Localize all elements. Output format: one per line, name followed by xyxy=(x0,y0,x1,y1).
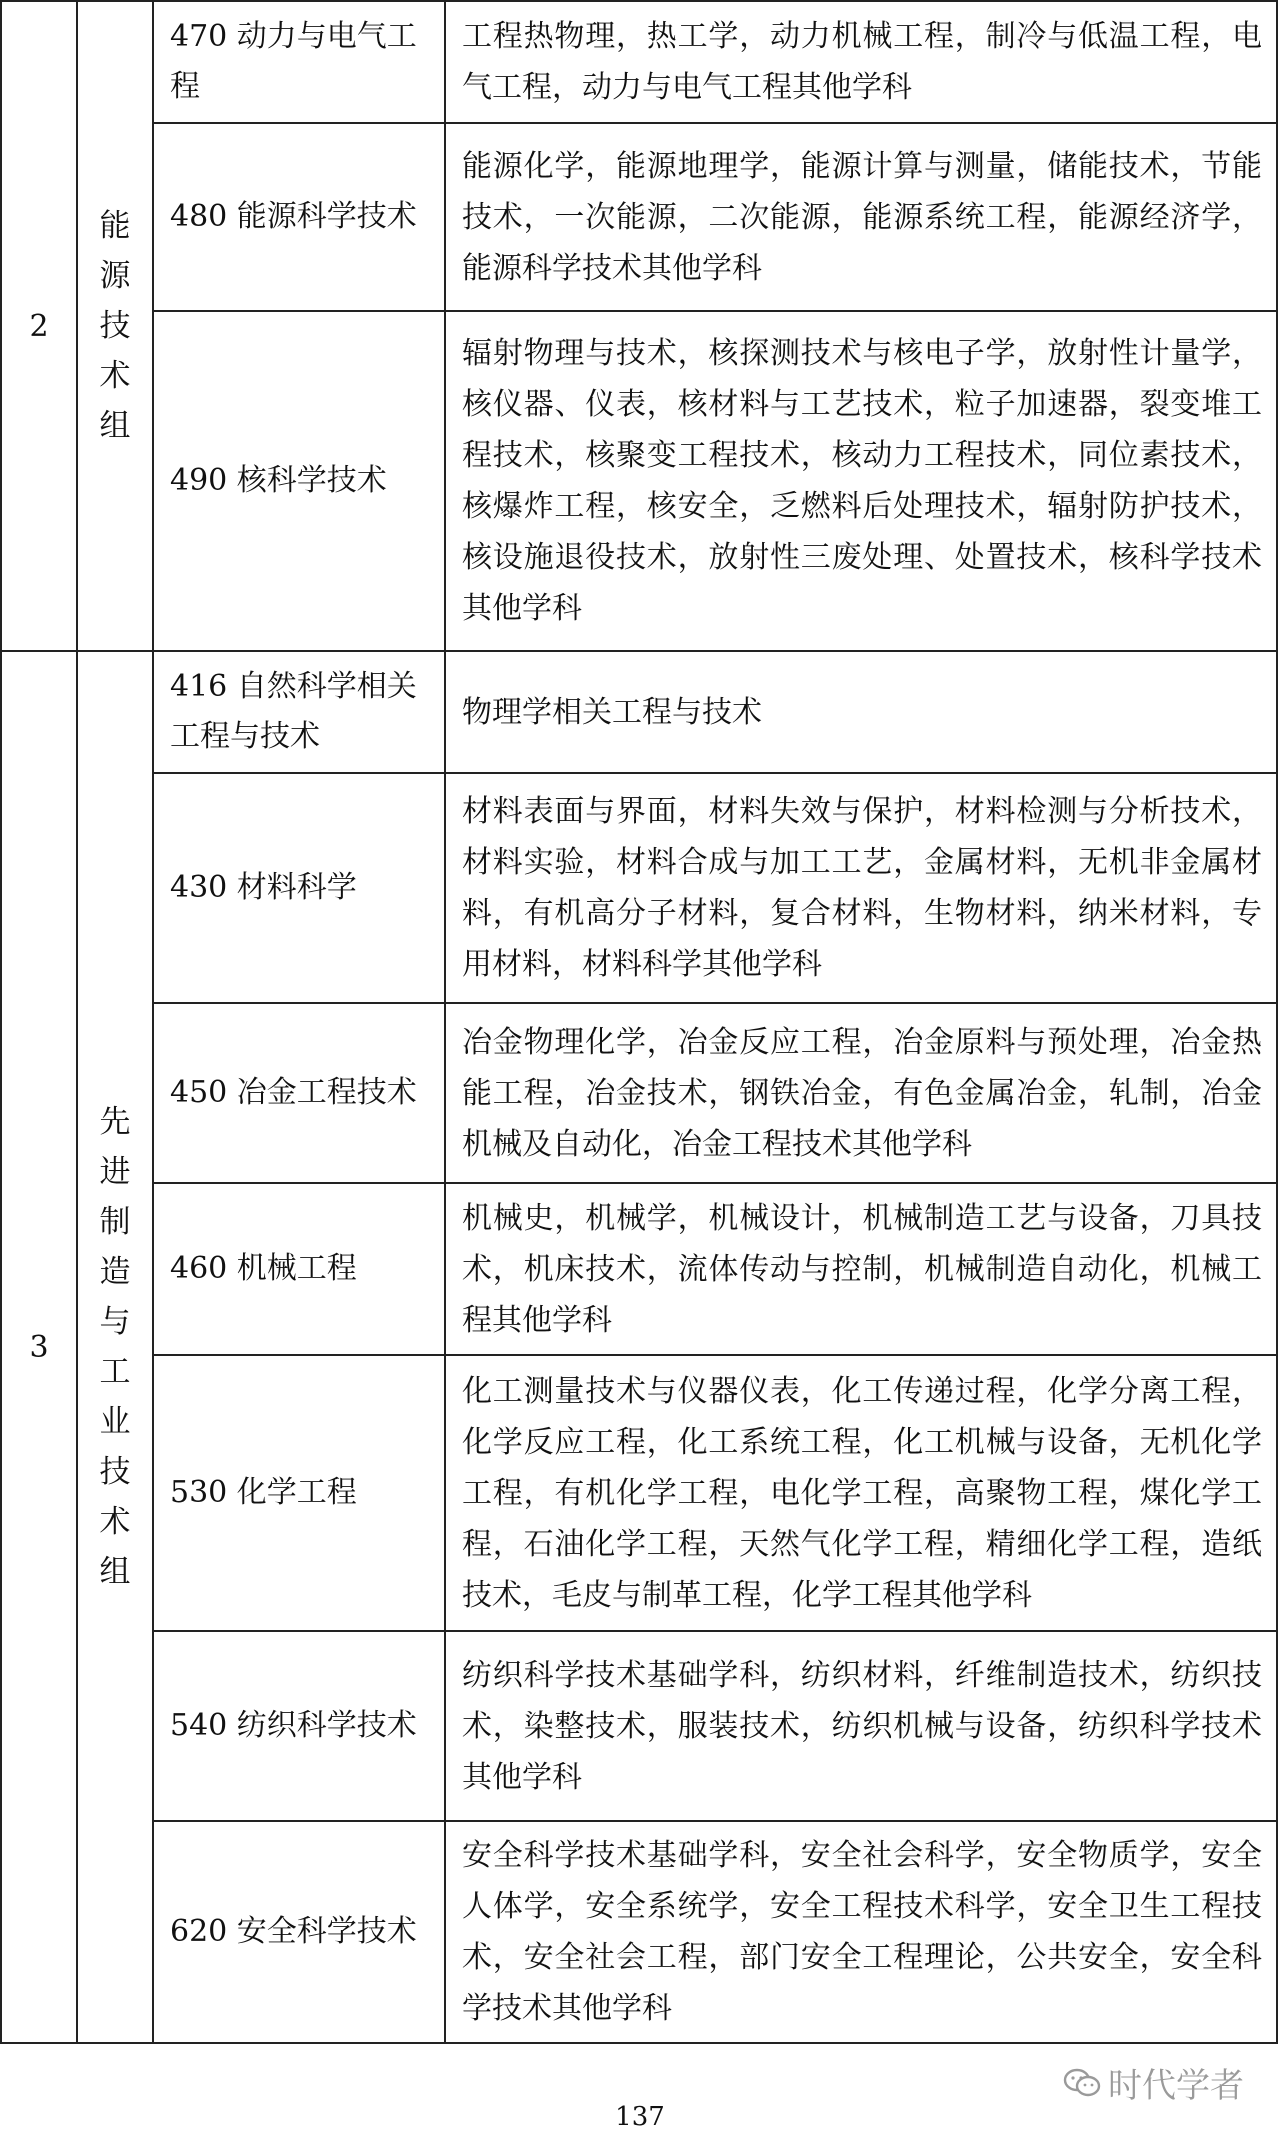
group-name xyxy=(77,651,153,2043)
table-row xyxy=(1,1631,1277,1821)
subject-description: 辐射物理与技术，核探测技术与核电子学，放射性计量学，核仪器、仪表，核材料与工艺技术，粒子加速器，裂变堆工程技术，核聚变工程技术，核动力工程技术，同位素技术，核爆炸工程，核安全，乏燃料后处理技术，辐射防护技术，核设施退役技术，放射性三废处理、处置技术，核科学技术其他学科 xyxy=(445,311,1277,651)
table-row xyxy=(1,1821,1277,2043)
group-name-char: 造 xyxy=(99,1254,131,1290)
group-name-char: 组 xyxy=(99,1554,131,1590)
subject-description: 材料表面与界面，材料失效与保护，材料检测与分析技术，材料实验，材料合成与加工工艺，金属材料，无机非金属材料，有机高分子材料，复合材料，生物材料，纳米材料，专用材料，材料科学其他学科 xyxy=(445,773,1277,1003)
subject-description: 纺织科学技术基础学科，纺织材料，纤维制造技术，纺织技术，染整技术，服装技术，纺织机械与设备，纺织科学技术其他学科 xyxy=(445,1631,1277,1821)
group-name-char: 工 xyxy=(99,1354,131,1390)
table-row xyxy=(1,1355,1277,1631)
group-name-char: 与 xyxy=(99,1304,131,1340)
table-row xyxy=(1,773,1277,1003)
group-number: 2 xyxy=(1,1,77,651)
table-row xyxy=(1,1,1277,123)
group-name-char: 术 xyxy=(99,358,131,394)
group-name-char: 技 xyxy=(99,308,131,344)
subject-description: 化工测量技术与仪器仪表，化工传递过程，化学分离工程，化学反应工程，化工系统工程，化工机械与设备，无机化学工程，有机化学工程，电化学工程，高聚物工程，煤化学工程，石油化学工程，天然气化学工程，精细化学工程，造纸技术，毛皮与制革工程，化学工程其他学科 xyxy=(445,1355,1277,1631)
group-name-char: 源 xyxy=(99,258,131,294)
subject-code: 430 材料科学 xyxy=(153,773,445,1003)
subject-code: 620 安全科学技术 xyxy=(153,1821,445,2043)
group-number: 3 xyxy=(1,651,77,2043)
group-name-text xyxy=(78,1097,152,1597)
group-name-text xyxy=(78,201,152,451)
group-name-char: 能 xyxy=(99,208,131,244)
subject-code: 540 纺织科学技术 xyxy=(153,1631,445,1821)
group-name-char: 组 xyxy=(99,408,131,444)
subject-code: 460 机械工程 xyxy=(153,1183,445,1355)
table-row xyxy=(1,1003,1277,1183)
group-name-char: 术 xyxy=(99,1504,131,1540)
table-row xyxy=(1,311,1277,651)
subject-code: 480 能源科学技术 xyxy=(153,123,445,311)
subject-description: 能源化学，能源地理学，能源计算与测量，储能技术，节能技术，一次能源，二次能源，能源系统工程，能源经济学，能源科学技术其他学科 xyxy=(445,123,1277,311)
subject-description: 工程热物理，热工学，动力机械工程，制冷与低温工程，电气工程，动力与电气工程其他学科 xyxy=(445,1,1277,123)
group-name xyxy=(77,1,153,651)
group-name-char: 先 xyxy=(99,1104,131,1140)
subject-description: 物理学相关工程与技术 xyxy=(445,651,1277,773)
group-name-char: 业 xyxy=(99,1404,131,1440)
watermark xyxy=(1062,2058,1244,2107)
table-row xyxy=(1,1183,1277,1355)
subject-description: 机械史，机械学，机械设计，机械制造工艺与设备，刀具技术，机床技术，流体传动与控制，机械制造自动化，机械工程其他学科 xyxy=(445,1183,1277,1355)
group-name-char: 进 xyxy=(99,1154,131,1190)
table-row xyxy=(1,123,1277,311)
wechat-icon xyxy=(1062,2067,1102,2099)
subject-code: 416 自然科学相关工程与技术 xyxy=(153,651,445,773)
page-number: 137 xyxy=(615,2102,665,2132)
subject-code: 530 化学工程 xyxy=(153,1355,445,1631)
subject-description: 安全科学技术基础学科，安全社会科学，安全物质学，安全人体学，安全系统学，安全工程技术科学，安全卫生工程技术，安全社会工程，部门安全工程理论，公共安全，安全科学技术其他学科 xyxy=(445,1821,1277,2043)
subject-code: 450 冶金工程技术 xyxy=(153,1003,445,1183)
subject-code: 470 动力与电气工程 xyxy=(153,1,445,123)
watermark-text: 时代学者 xyxy=(1108,2066,1244,2106)
subject-code: 490 核科学技术 xyxy=(153,311,445,651)
table-row xyxy=(1,651,1277,773)
group-name-char: 制 xyxy=(99,1204,131,1240)
group-name-char: 技 xyxy=(99,1454,131,1490)
subject-description: 冶金物理化学，冶金反应工程，冶金原料与预处理，冶金热能工程，冶金技术，钢铁冶金，有色金属冶金，轧制，冶金机械及自动化，冶金工程技术其他学科 xyxy=(445,1003,1277,1183)
